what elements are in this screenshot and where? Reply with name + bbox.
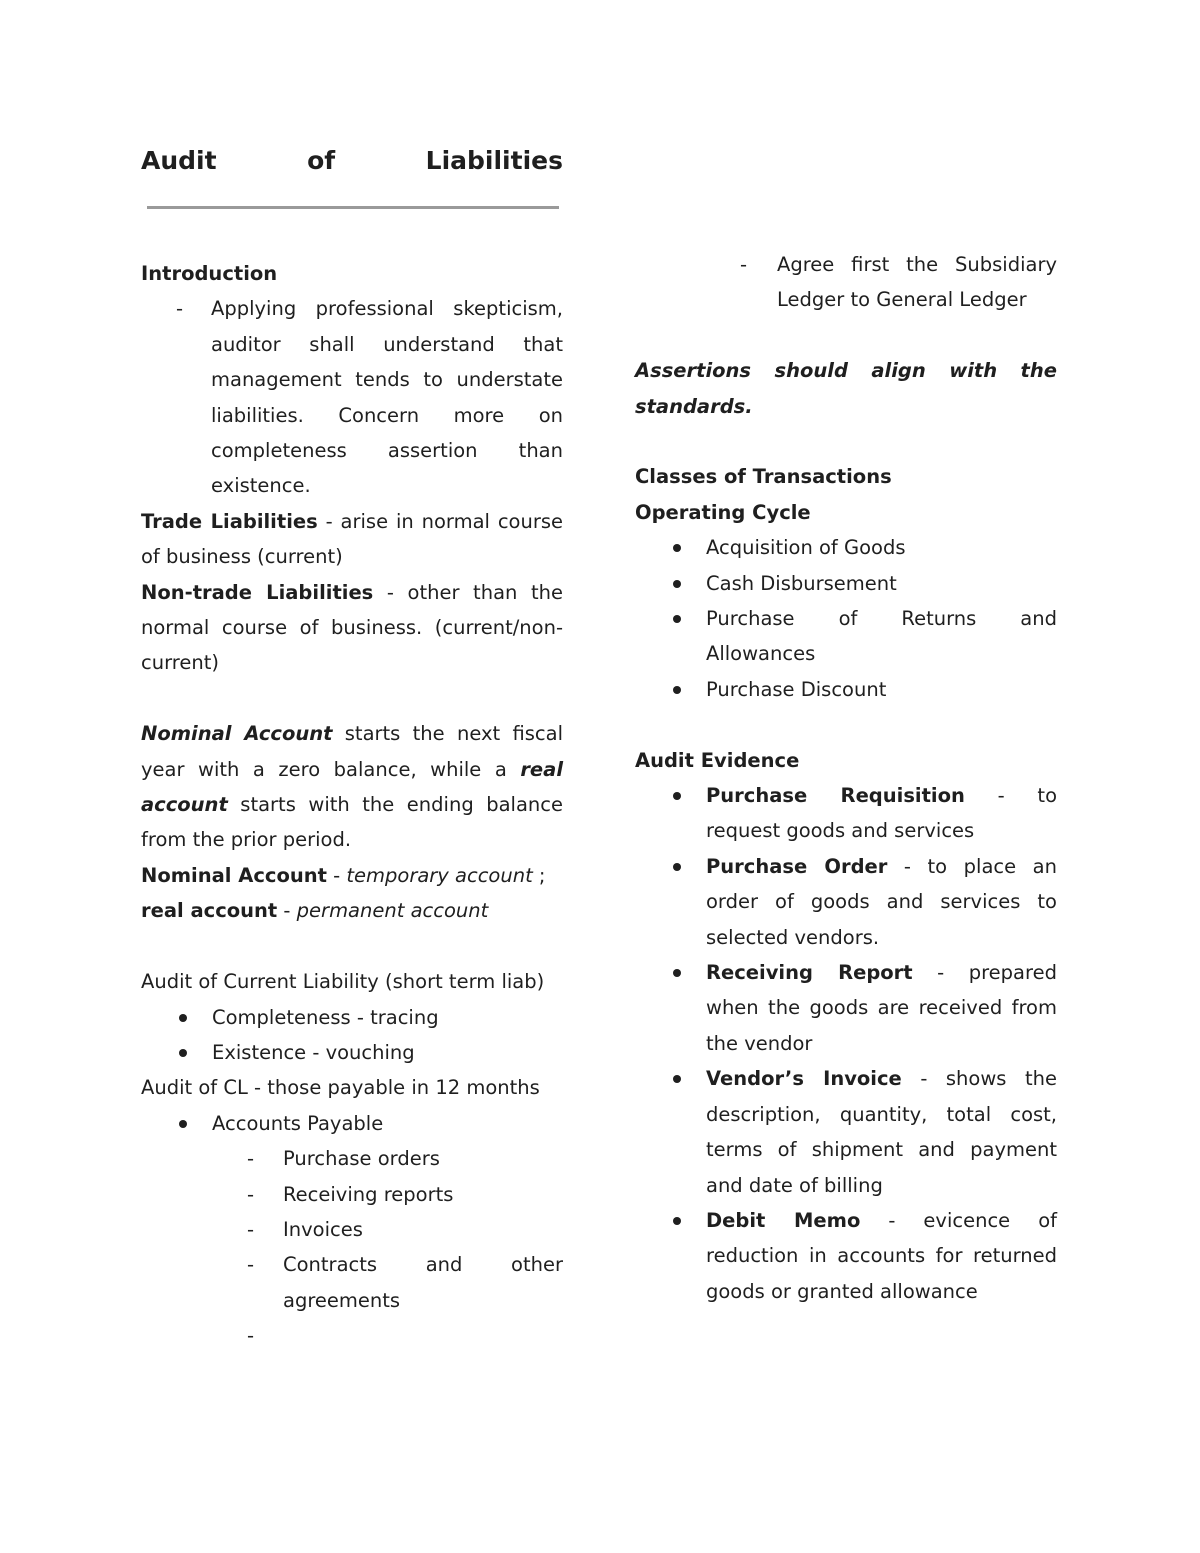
evidence-text: - to request goods and services — [706, 784, 1057, 843]
nominal-def-text: temporary account — [346, 863, 533, 887]
trade-liabilities-term: Trade Liabilities — [141, 509, 318, 533]
evidence-text: - shows the description, quantity, total cost, terms of shipment and payment and date of billing — [706, 1067, 1057, 1197]
nominal-para-text-end: starts with the ending balance from the prior period. — [141, 793, 563, 852]
nontrade-liabilities-term: Non-trade Liabilities — [141, 580, 374, 604]
list-item — [706, 849, 1057, 955]
nominal-account-term: Nominal Account — [141, 722, 333, 746]
bullet-icon — [673, 1075, 681, 1083]
nominal-para-text: starts the next fiscal year with a zero balance, while a — [141, 722, 564, 781]
trade-liabilities-text: - arise in normal course of business (current) — [141, 509, 563, 569]
title-word-3: Liabilities — [425, 146, 563, 175]
nontrade-liabilities-para — [141, 575, 563, 681]
real-account-term: real account — [141, 757, 563, 817]
bullet-icon — [673, 792, 681, 800]
list-item-text: Purchase orders — [283, 1147, 440, 1171]
nontrade-liabilities-text: - other than the normal course of business. (current/non-current) — [141, 580, 563, 675]
evidence-term: Debit Memo — [706, 1208, 861, 1232]
left-column — [141, 0, 563, 1354]
list-item — [706, 1203, 1057, 1309]
intro-item-text: Applying professional skepticism, auditor shall understand that management tends to understate liabilities. Concern more on completeness assertion than existence. — [211, 297, 563, 498]
list-item — [212, 1035, 563, 1070]
dash-marker: - — [247, 1217, 255, 1241]
right-column — [635, 0, 1057, 1309]
real-def-term: real account — [141, 899, 278, 923]
assertions-statement: Assertions should align with the standards. — [635, 359, 1057, 418]
dash-marker: - — [247, 1182, 255, 1206]
list-item — [247, 1177, 563, 1212]
accounts-payable-label: Accounts Payable — [212, 1111, 384, 1135]
list-item — [247, 1318, 563, 1353]
bullet-icon — [179, 1049, 187, 1057]
list-item-text: Invoices — [283, 1217, 363, 1241]
agree-item — [740, 247, 1057, 318]
list-item — [247, 1212, 563, 1247]
list-item — [706, 530, 1057, 565]
list-item — [706, 955, 1057, 1061]
list-item-text: Purchase Discount — [706, 677, 887, 701]
evidence-term: Vendor’s Invoice — [706, 1067, 902, 1091]
list-item-text: Completeness - tracing — [212, 1005, 439, 1029]
evidence-text: - prepared when the goods are received from the vendor — [706, 961, 1057, 1055]
evidence-text: - evicence of reduction in accounts for returned goods or granted allowance — [706, 1208, 1057, 1303]
operating-cycle-heading: Operating Cycle — [635, 500, 811, 524]
bullet-icon — [179, 1120, 187, 1128]
intro-item — [176, 291, 563, 503]
list-item — [706, 672, 1057, 707]
nominal-def-term: Nominal Account — [141, 863, 327, 887]
nominal-account-para — [141, 716, 563, 858]
nominal-def-tail: ; — [532, 863, 546, 887]
list-item — [212, 1000, 563, 1035]
dash-marker: - — [247, 1324, 255, 1348]
bullet-icon — [673, 969, 681, 977]
list-item — [247, 1247, 563, 1318]
cl-heading: Audit of CL - those payable in 12 months — [141, 1076, 540, 1100]
list-item-text: Purchase of Returns and Allowances — [706, 607, 1057, 666]
bullet-icon — [673, 1217, 681, 1225]
trade-liabilities-para — [141, 504, 563, 575]
current-liability-heading: Audit of Current Liability (short term liab) — [141, 970, 545, 994]
list-item-text: Cash Disbursement — [706, 571, 897, 595]
dash-marker: - — [247, 1147, 255, 1171]
evidence-term: Purchase Order — [706, 854, 888, 878]
classes-heading: Classes of Transactions — [635, 465, 892, 489]
bullet-icon — [673, 686, 681, 694]
list-item — [706, 1061, 1057, 1203]
list-item-text: Receiving reports — [283, 1182, 454, 1206]
list-item-text: Existence - vouching — [212, 1040, 415, 1064]
nominal-account-definition — [141, 858, 563, 893]
list-item — [706, 566, 1057, 601]
list-item — [247, 1141, 563, 1176]
bullet-icon — [673, 863, 681, 871]
evidence-text: - to place an order of goods and services to selected vendors. — [706, 854, 1057, 949]
list-item — [706, 778, 1057, 849]
bullet-icon — [673, 544, 681, 552]
real-account-definition — [141, 893, 563, 928]
list-item-text: Contracts and other agreements — [283, 1253, 563, 1312]
evidence-term: Receiving Report — [706, 961, 913, 985]
title-word-2: of — [307, 146, 336, 175]
list-item — [212, 1106, 563, 1141]
real-def-text: permanent account — [296, 899, 489, 923]
bullet-icon — [179, 1014, 187, 1022]
bullet-icon — [673, 615, 681, 623]
list-item-text: Acquisition of Goods — [706, 536, 906, 560]
real-def-sep: - — [277, 899, 297, 923]
evidence-term: Purchase Requisition — [706, 784, 965, 808]
list-item — [706, 601, 1057, 672]
dash-marker: - — [176, 297, 184, 321]
dash-marker: - — [740, 253, 748, 276]
nominal-def-sep: - — [326, 863, 347, 887]
bullet-icon — [673, 580, 681, 588]
agree-item-text: Agree first the Subsidiary Ledger to General Ledger — [777, 253, 1057, 312]
dash-marker: - — [247, 1253, 255, 1277]
audit-evidence-heading: Audit Evidence — [635, 748, 800, 772]
introduction-heading: Introduction — [141, 262, 278, 285]
title-word-1: Audit — [141, 146, 217, 175]
